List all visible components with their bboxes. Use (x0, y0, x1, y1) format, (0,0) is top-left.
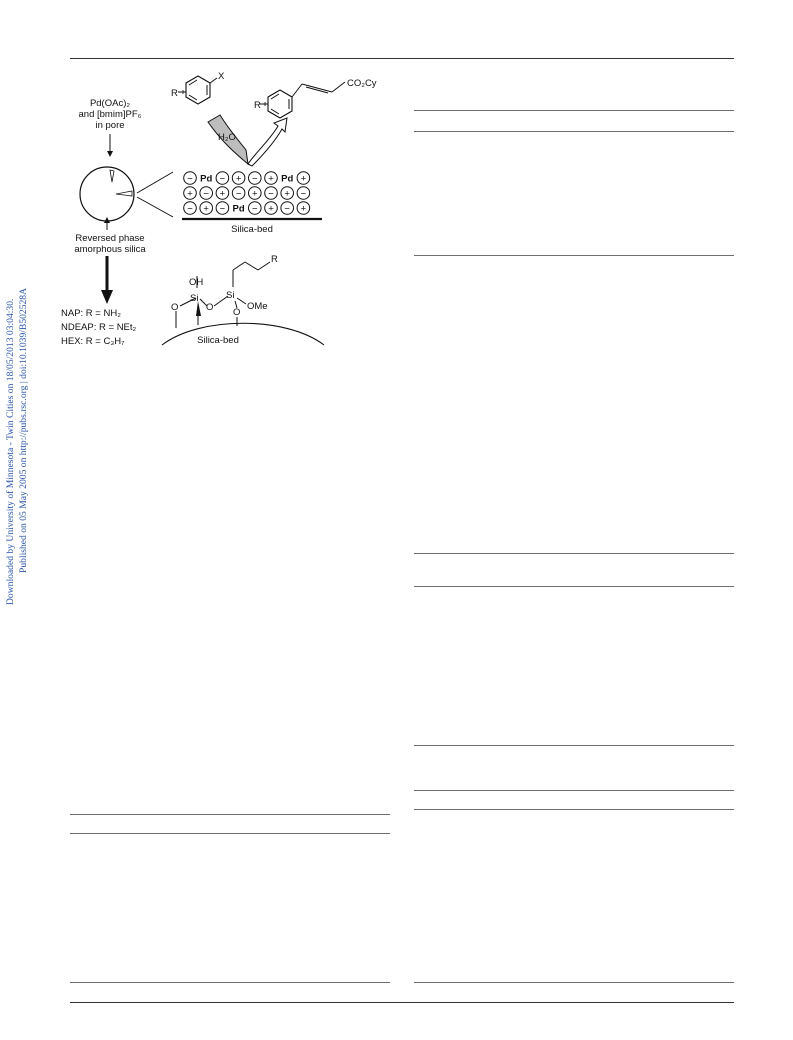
pore-label-line: Pd(OAc)₂ (89, 98, 131, 109)
anion-charge: − (203, 188, 209, 200)
cation-charge: + (187, 188, 193, 200)
linker-oh: OH (189, 277, 204, 288)
linker-silica-bed: Silica-bed (197, 335, 239, 346)
cation-charge: + (284, 188, 290, 200)
linker-o-left: O (171, 302, 179, 313)
transfer-arrow-out (248, 118, 287, 166)
modification-arrow-head (101, 290, 113, 304)
linker-r: R (271, 254, 278, 265)
silica-bed-label: Silica-bed (231, 224, 273, 235)
zoom-line (137, 172, 173, 193)
left-column-rule (70, 814, 390, 815)
zoom-line (137, 197, 173, 217)
cation-charge: + (300, 173, 307, 185)
linker-structure (162, 262, 324, 345)
linker-ome: OMe (247, 301, 268, 312)
definition-nap: NAP: R = NH₂ (61, 308, 121, 319)
cation-charge: + (219, 188, 226, 200)
right-column-rule (414, 745, 734, 746)
anion-charge: − (219, 173, 226, 185)
left-column-rule (70, 982, 390, 983)
right-column-rule (414, 982, 734, 983)
download-notice (0, 0, 50, 1040)
pore-label-line: in pore (95, 120, 125, 131)
anion-charge: − (300, 188, 307, 200)
product-r-label: R (254, 100, 261, 111)
scheme-drawing (70, 70, 400, 360)
pd-site: Pd (200, 173, 213, 185)
anion-charge: − (284, 203, 290, 215)
linker-o-right: O (233, 307, 241, 318)
anion-charge: − (187, 203, 193, 215)
header-rule (70, 58, 734, 59)
cation-charge: + (268, 173, 274, 185)
download-notice-line2: Published on 05 May 2005 on http://pubs.rsc.org | doi:10.1039/B502528A (18, 287, 29, 573)
anion-charge: − (235, 188, 242, 200)
anion-charge: − (252, 173, 258, 185)
download-notice-line1: Downloaded by University of Minnesota - Twin Cities on 18/05/2013 03:04:30. (5, 298, 16, 605)
reactant-r-label: R (171, 88, 178, 99)
product-aryl (260, 82, 345, 118)
linker-o-mid: O (206, 302, 214, 313)
footer-rule (70, 1002, 734, 1003)
anion-charge: − (219, 203, 226, 215)
reactant-x-label: X (218, 71, 225, 82)
left-column-rule (70, 833, 390, 834)
definition-hex: HEX: R = C₃H₇ (61, 336, 125, 347)
cation-charge: + (300, 203, 307, 215)
cation-charge: + (235, 173, 242, 185)
anion-charge: − (252, 203, 258, 215)
water-label: H₂O (218, 132, 236, 143)
cation-charge: + (268, 203, 274, 215)
pd-site: Pd (232, 203, 245, 215)
right-column-rule (414, 110, 734, 111)
linker-si-right: Si (226, 290, 235, 301)
anion-charge: − (187, 173, 193, 185)
right-column-rule (414, 790, 734, 791)
pd-site: Pd (281, 173, 294, 185)
figure-scheme (61, 70, 400, 360)
linker-si-left: Si (190, 293, 199, 304)
anion-charge: − (268, 188, 274, 200)
download-notice-text (4, 288, 30, 605)
right-column-rule (414, 131, 734, 132)
right-column-rule (414, 586, 734, 587)
definition-ndeap: NDEAP: R = NEt₂ (61, 322, 137, 333)
cation-charge: + (252, 188, 258, 200)
product-ester-label: CO₂Cy (347, 78, 377, 89)
right-column-rule (414, 809, 734, 810)
silica-label-line: amorphous silica (74, 244, 146, 255)
right-column-rule (414, 553, 734, 554)
cation-charge: + (203, 203, 209, 215)
silica-label-line: Reversed phase (75, 233, 145, 244)
reactant-aryl (178, 76, 217, 104)
right-column-rule (414, 255, 734, 256)
pore-label-line: and [bmim]PF₆ (78, 109, 142, 120)
ion-grid (184, 172, 310, 215)
